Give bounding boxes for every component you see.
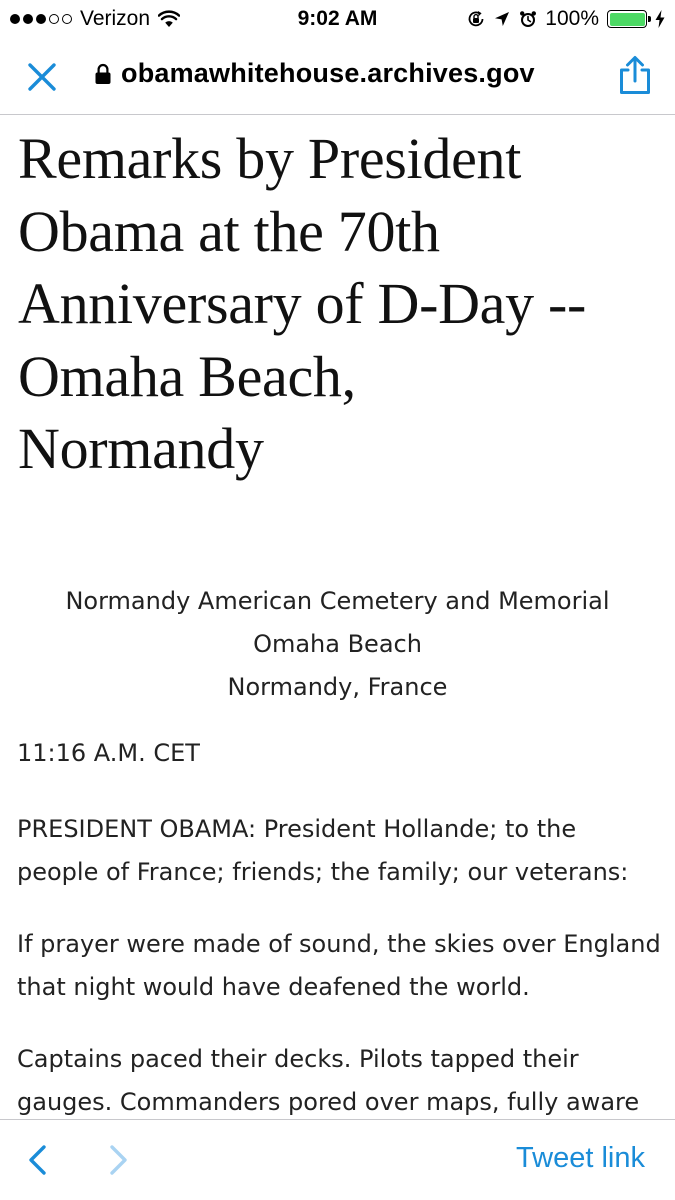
tweet-link-button[interactable]: Tweet link — [516, 1142, 645, 1174]
article-paragraph: Captains paced their decks. Pilots tapped their gauges. Commanders pored over maps, fully aware — [17, 1045, 640, 1116]
battery-level — [610, 13, 645, 26]
url-display[interactable] — [94, 58, 535, 89]
rotation-lock-icon — [467, 10, 485, 28]
share-icon[interactable] — [615, 54, 655, 96]
title-line: Anniversary of D-Day -- — [18, 271, 587, 336]
status-time: 9:02 AM — [297, 7, 378, 30]
article-paragraph: PRESIDENT OBAMA: President Hollande; to the people of France; friends; the family; our veterans: — [17, 815, 629, 886]
alarm-icon — [519, 10, 537, 28]
chevron-left-icon[interactable] — [24, 1142, 52, 1178]
location-line: Normandy, France — [227, 673, 448, 701]
bottom-toolbar — [0, 1119, 675, 1200]
status-bar — [0, 0, 675, 38]
battery-tip — [648, 16, 651, 22]
speech-time: 11:16 A.M. CET — [17, 739, 200, 767]
location-line: Normandy American Cemetery and Memorial — [65, 587, 610, 615]
browser-address-bar — [0, 38, 675, 115]
chevron-right-icon[interactable] — [104, 1142, 132, 1178]
article-paragraph: If prayer were made of sound, the skies over England that night would have deafened the world. — [17, 930, 661, 1001]
charging-bolt-icon — [655, 10, 665, 28]
location-line: Omaha Beach — [253, 630, 422, 658]
title-line: Omaha Beach, — [18, 343, 356, 409]
lock-icon — [94, 63, 112, 85]
close-icon[interactable] — [24, 59, 60, 95]
status-right — [467, 7, 665, 31]
article-content[interactable] — [0, 115, 675, 1119]
carrier-name: Verizon — [80, 7, 151, 30]
title-line: Normandy — [18, 416, 264, 481]
battery-icon — [607, 10, 647, 28]
title-line: Remarks by President — [18, 126, 522, 191]
article-title — [18, 123, 663, 486]
title-line: Obama at the 70th — [18, 198, 440, 264]
url-text: obamawhitehouse.archives.gov — [121, 58, 535, 88]
battery-percent: 100% — [545, 7, 599, 30]
location-block — [0, 580, 675, 709]
location-arrow-icon — [493, 10, 511, 28]
